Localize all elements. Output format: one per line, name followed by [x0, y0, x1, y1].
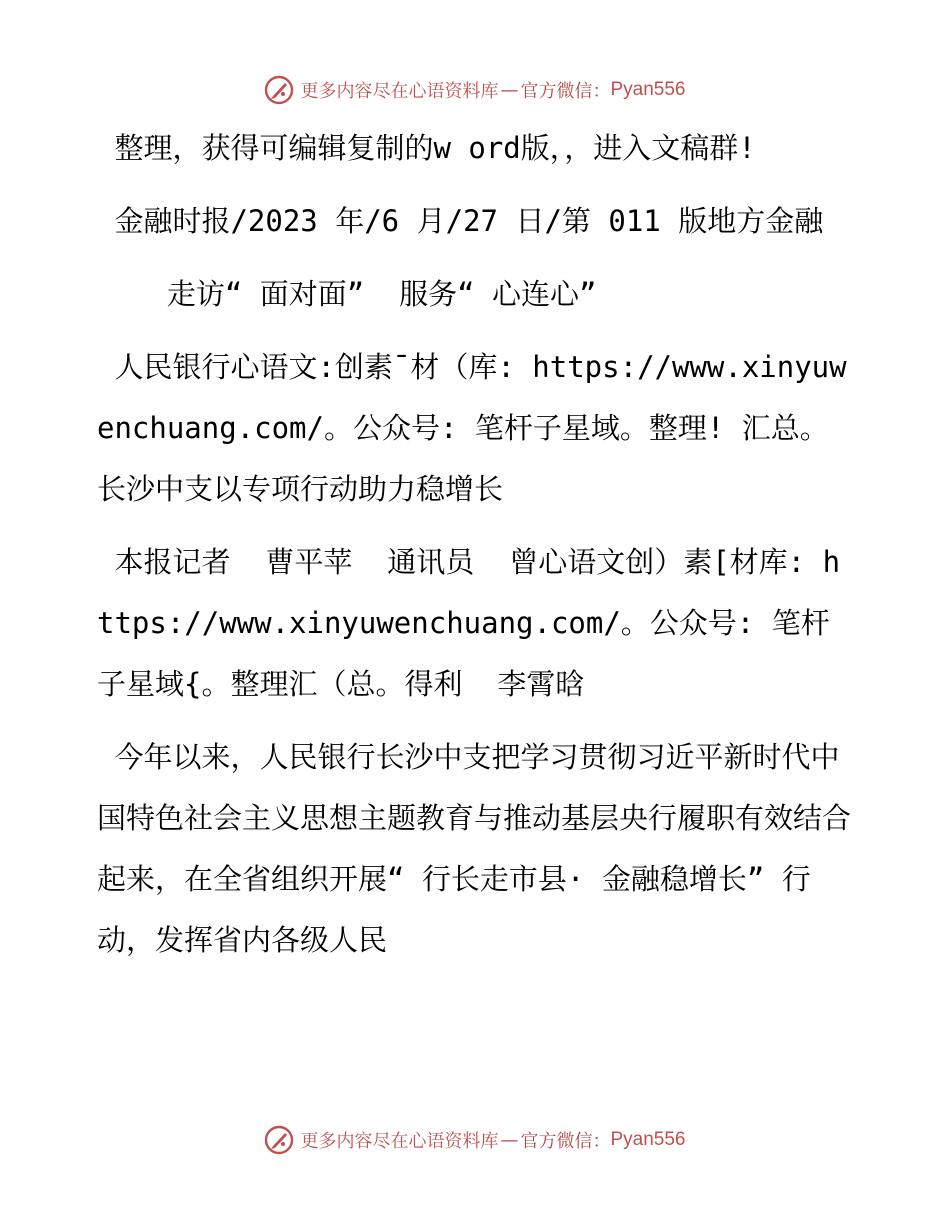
watermark-header [0, 70, 950, 110]
watermark-wechat-id: Pyan556 [610, 1129, 686, 1150]
watermark-wechat-label: 官方微信： [520, 81, 611, 102]
article-subtitle: 人民银行心语文:创素¯材（库: https://www.xinyuwenchuang.com/。公众号: 笔杆子星域。整理! 汇总。长沙中支以专项行动助力稳增长 [97, 350, 847, 506]
paragraph-body: 今年以来，人民银行长沙中支把学习贯彻习近平新时代中国特色社会主义思想主题教育与推动基层央行履职有效结合起来，在全省组织开展“ 行长走市县· 金融稳增长” 行动，发挥省内各级人民 [97, 740, 852, 957]
document-body [97, 118, 853, 971]
watermark-text: 更多内容尽在心语资料库 [300, 1131, 499, 1152]
byline: 本报记者 曹平苹 通讯员 曾心语文创）素[材库: https://www.xinyuwenchuang.com/。公众号: 笔杆子星域{。整理汇（总。得利 李霄晗 [97, 545, 841, 701]
quill-logo-icon [264, 75, 294, 105]
watermark-footer [0, 1120, 950, 1160]
watermark-wechat-id: Pyan556 [610, 79, 686, 100]
paragraph-source: 金融时报/2023 年/6 月/27 日/第 011 版地方金融 [97, 204, 824, 238]
watermark-wechat-label: 官方微信： [520, 1131, 611, 1152]
watermark-separator: — [500, 1129, 519, 1151]
article-title: 走访“ 面对面” 服务“ 心连心” [97, 277, 597, 311]
quill-logo-icon [264, 1125, 294, 1155]
watermark-text: 更多内容尽在心语资料库 [300, 81, 499, 102]
watermark-separator: — [500, 79, 519, 101]
paragraph-intro: 整理，获得可编辑复制的w ord版，，进入文稿群! [97, 131, 756, 165]
